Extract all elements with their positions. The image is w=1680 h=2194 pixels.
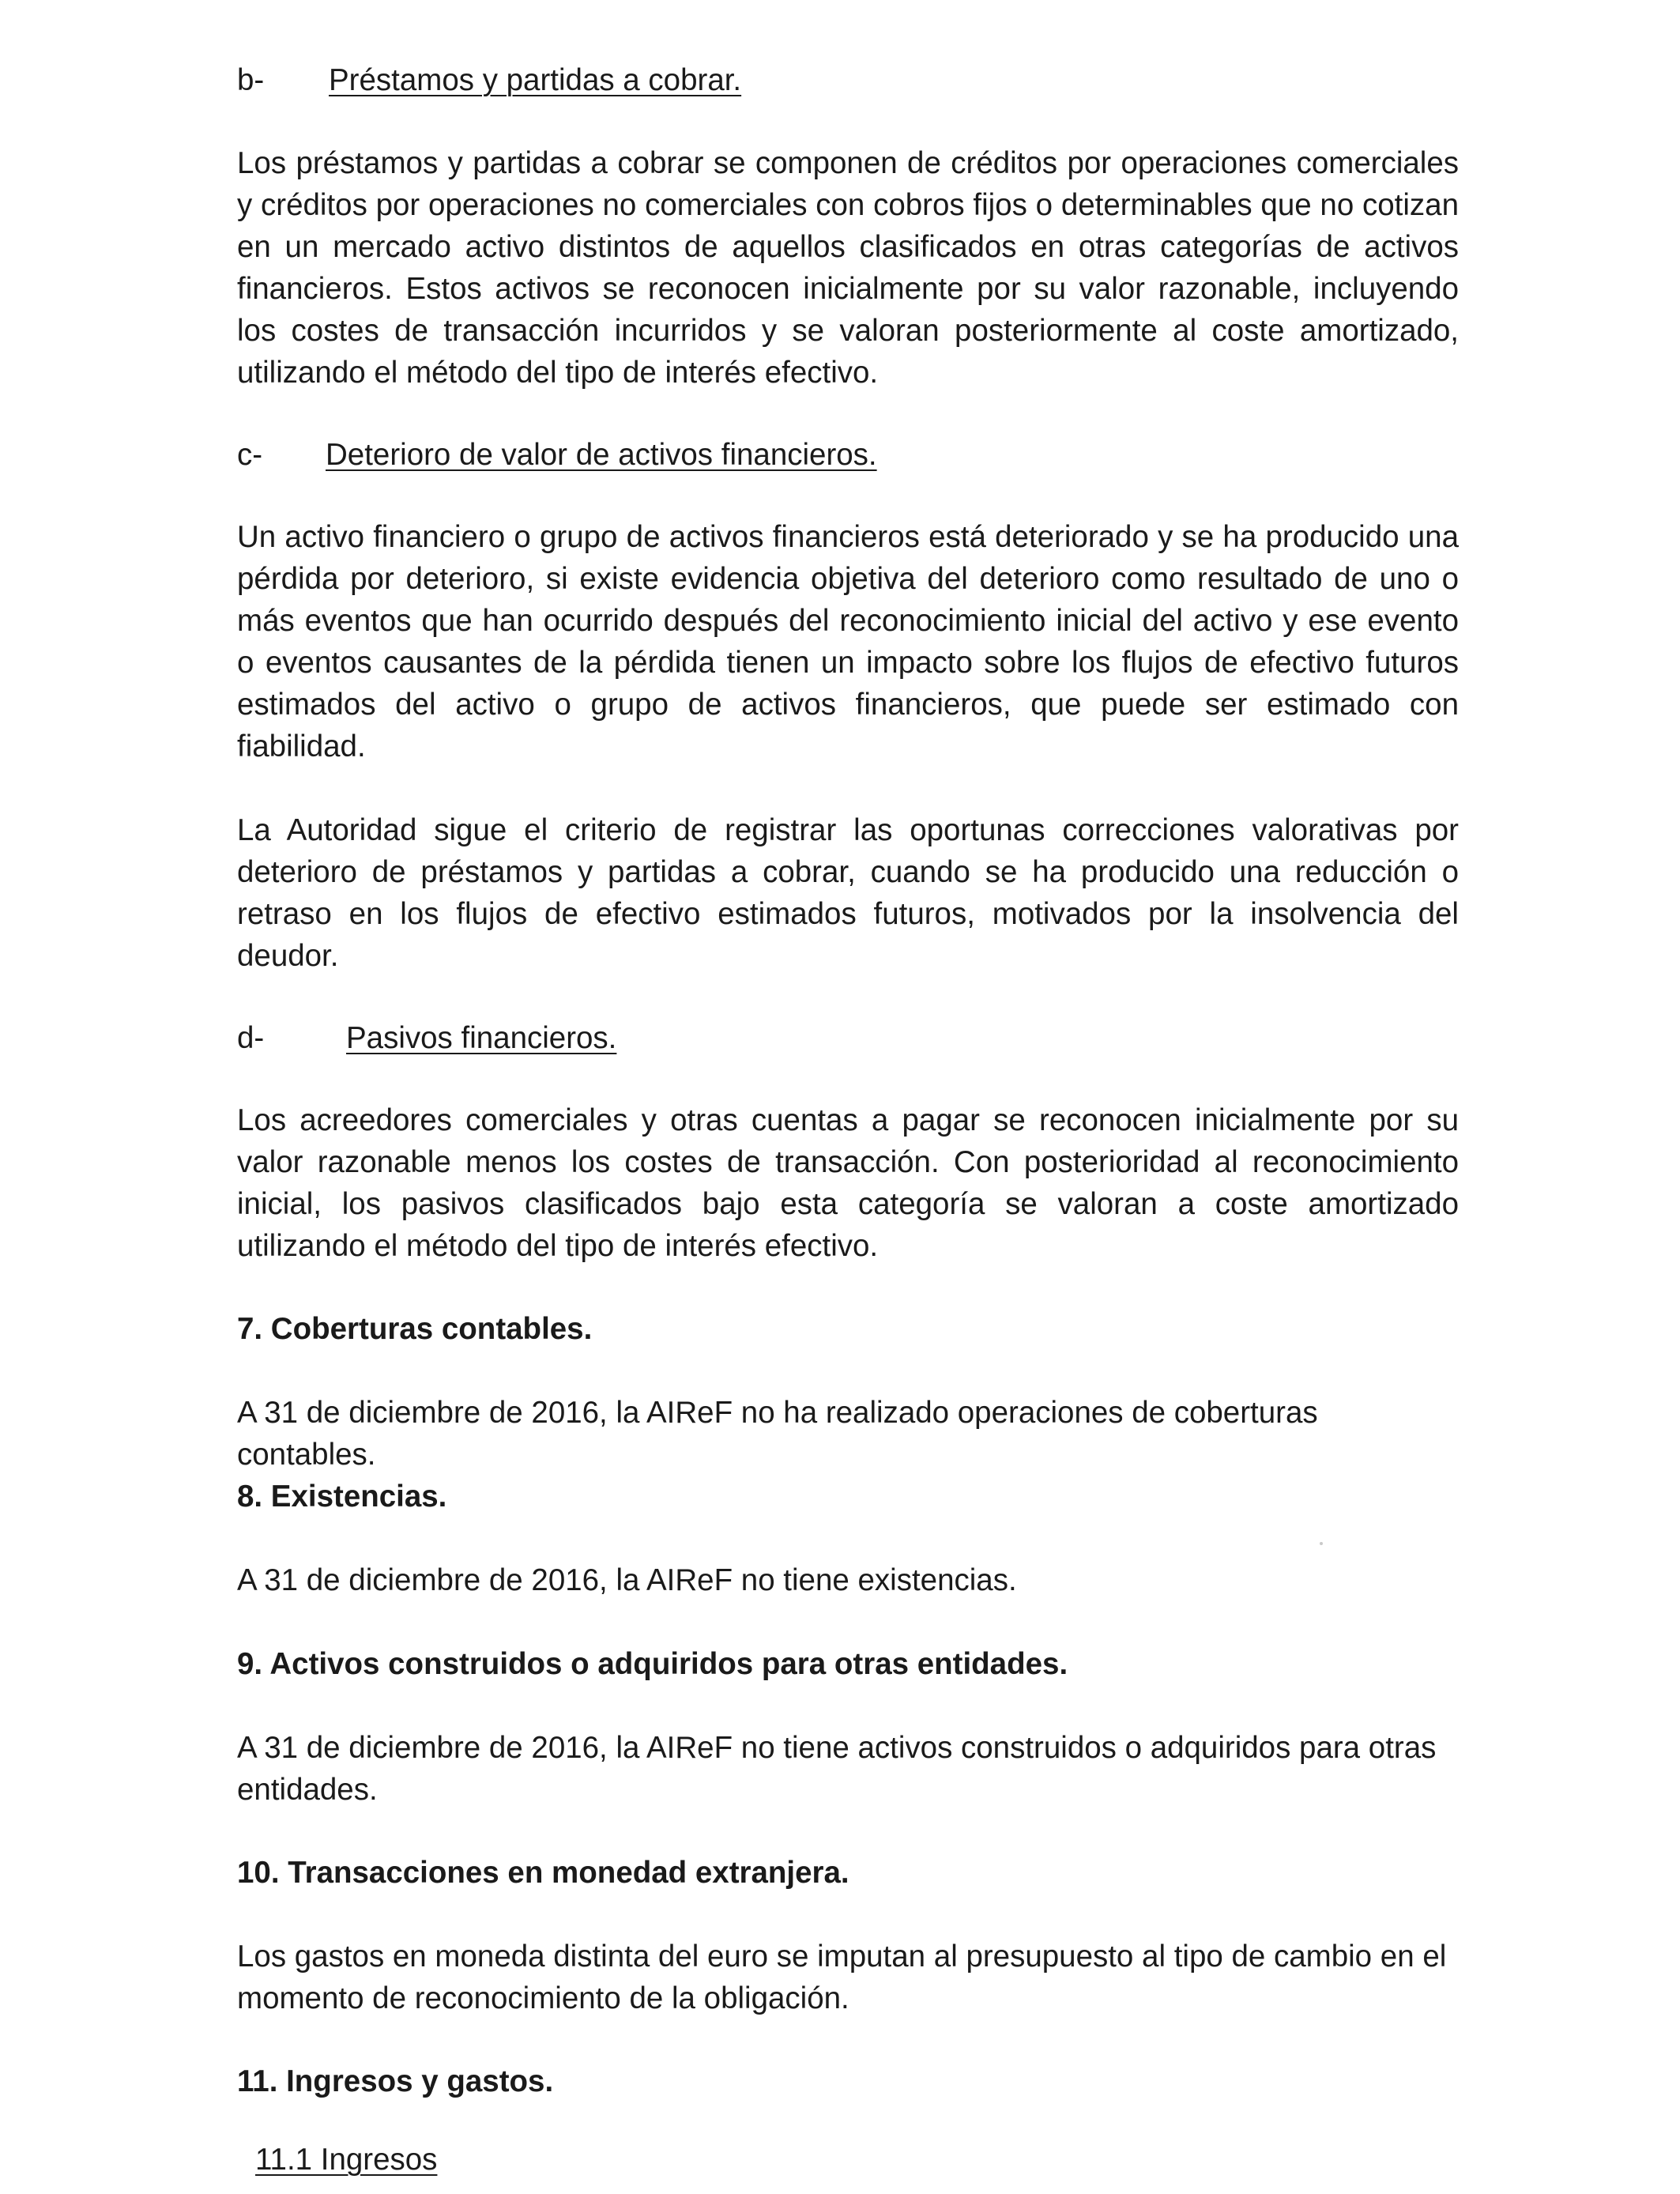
subheading-d-letter: d- [237,1021,265,1055]
heading-section-8: 8. Existencias. [237,1480,447,1514]
subheading-b-letter: b- [237,63,265,97]
paragraph-section-8: A 31 de diciembre de 2016, la AIReF no tiene existencias. [237,1563,1017,1597]
subheading-d-title: Pasivos financieros. [346,1021,617,1055]
heading-section-9: 9. Activos construidos o adquiridos para otras entidades. [237,1647,1068,1681]
paragraph-b: Los préstamos y partidas a cobrar se componen de créditos por operaciones comerciales y créditos por operaciones no comerciales con cobros fijos o determinables que no cotizan en un mercado activo distintos de aquellos clasificados en otras categorías de activos financieros. Estos activos se reconocen inicialmente por su valor razonable, incluyendo los costes de transacción incurridos y se valoran posteriormente al coste amortizado, utilizando el método del tipo de interés efectivo. [237,146,1459,390]
subheading-b-title: Préstamos y partidas a cobrar. [329,63,742,97]
subheading-b [237,59,742,101]
paragraph-c-1: Un activo financiero o grupo de activos financieros está deteriorado y se ha producido una pérdida por deterioro, si existe evidencia objetiva del deterioro como resultado de uno o más eventos que han ocurrido después del reconocimiento inicial del activo y ese evento o eventos causantes de la pérdida tienen un impacto sobre los flujos de efectivo futuros estimados del activo o grupo de activos financieros, que puede ser estimado con fiabilidad. [237,520,1459,763]
paragraph-section-7: A 31 de diciembre de 2016, la AIReF no ha realizado operaciones de coberturas contables. [237,1396,1318,1472]
paragraph-section-9: A 31 de diciembre de 2016, la AIReF no tiene activos construidos o adquiridos para otras entidades. [237,1731,1437,1807]
heading-section-7: 7. Coberturas contables. [237,1312,593,1346]
paragraph-section-10: Los gastos en moneda distinta del euro se imputan al presupuesto al tipo de cambio en el momento de reconocimiento de la obligación. [237,1940,1447,2015]
subheading-c-letter: c- [237,438,263,472]
scan-speck [1320,1542,1323,1545]
subheading-d [237,1017,617,1059]
heading-section-10: 10. Transacciones en monedad extranjera. [237,1856,849,1890]
subheading-11-1: 11.1 Ingresos [255,2143,438,2177]
paragraph-d: Los acreedores comerciales y otras cuentas a pagar se reconocen inicialmente por su valor razonable menos los costes de transacción. Con posterioridad al reconocimiento inicial, los pasivos clasificados bajo esta categoría se valoran a coste amortizado utilizando el método del tipo de interés efectivo. [237,1103,1459,1263]
subheading-c [237,434,877,476]
heading-section-11: 11. Ingresos y gastos. [237,2064,554,2098]
subheading-c-title: Deterioro de valor de activos financieros. [326,438,877,472]
paragraph-c-2: La Autoridad sigue el criterio de registrar las oportunas correcciones valorativas por deterioro de préstamos y partidas a cobrar, cuando se ha producido una reducción o retraso en los flujos de efectivo estimados futuros, motivados por la insolvencia del deudor. [237,813,1459,973]
